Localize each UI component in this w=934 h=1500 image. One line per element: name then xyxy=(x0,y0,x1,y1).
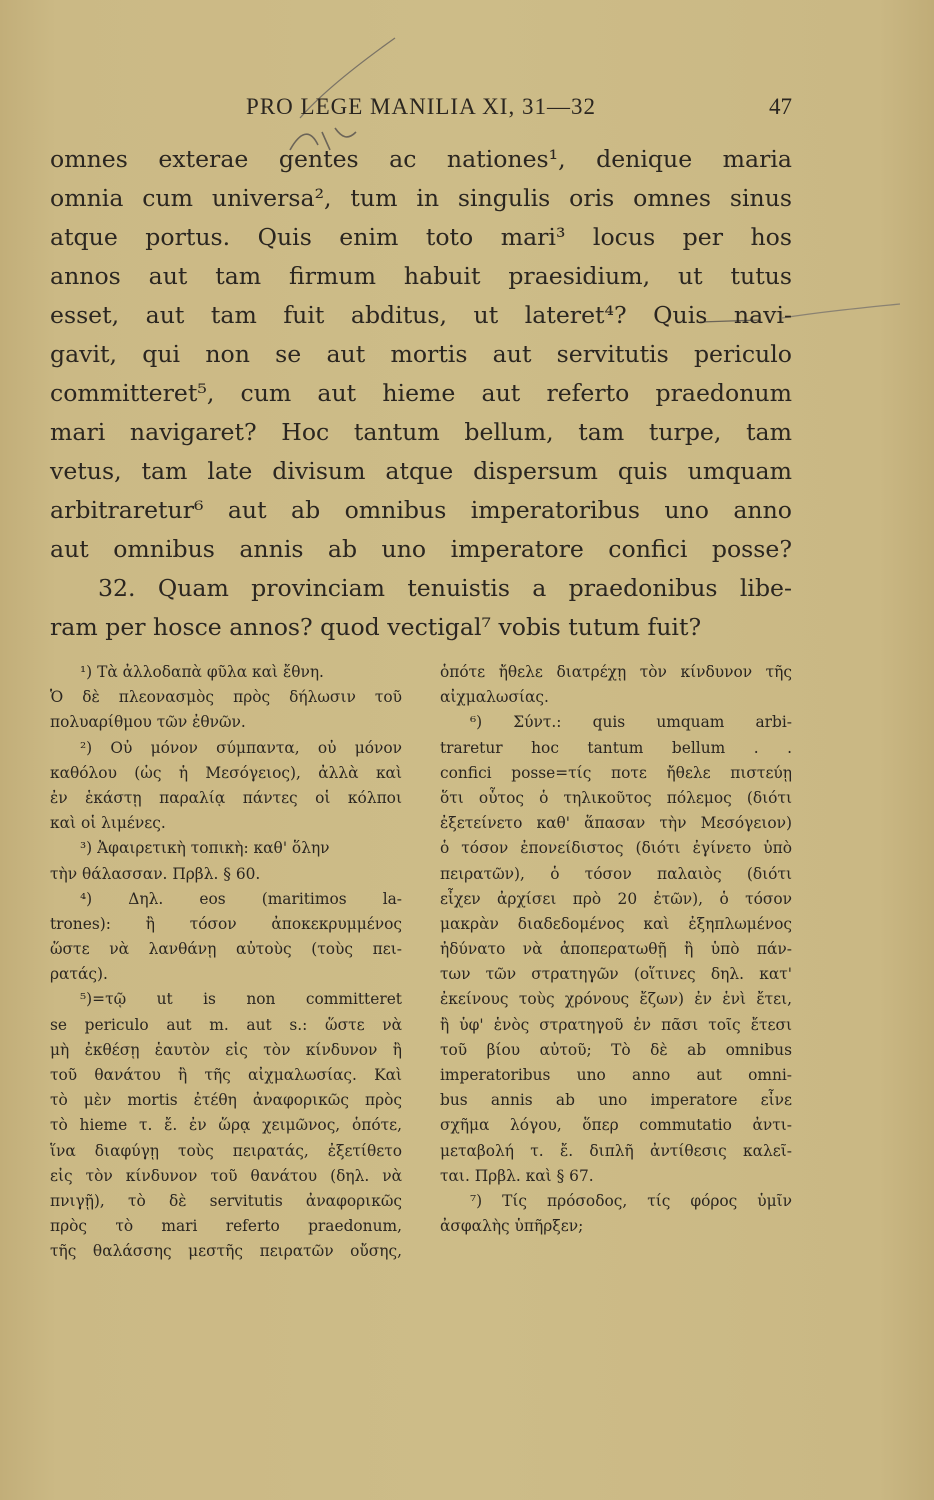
footnote-line: αἰχμαλωσίας. xyxy=(440,688,549,707)
footnote-line: bus annis ab uno imperatore εἶνε xyxy=(440,1091,792,1110)
footnote-line: σχῆμα λόγου, ὅπερ commutatio ἀντι- xyxy=(440,1116,792,1135)
main-text-line: arbitraretur⁶ aut ab omnibus imperatoribus uno anno xyxy=(50,496,792,524)
footnote-line: trones): ἢ τόσον ἀποκεκρυμμένος xyxy=(50,914,402,933)
footnote-line: τὸ hieme τ. ἔ. ἐν ὥρᾳ χειμῶνος, ὁπότε, xyxy=(50,1116,402,1135)
footnote-line: καθόλου (ὡς ἡ Μεσόγειος), ἀλλὰ καὶ xyxy=(50,763,402,782)
main-text-line: esset, aut tam fuit abditus, ut lateret⁴? Quis navi- xyxy=(50,301,792,329)
page-number: 47 xyxy=(769,94,792,119)
footnote-line: ἐξετείνετο καθ' ἅπασαν τὴν Μεσόγειον) xyxy=(440,814,792,833)
main-text-line: annos aut tam firmum habuit praesidium, ut tutus xyxy=(50,262,792,290)
footnotes-right-column xyxy=(440,660,792,1265)
footnote-line: των τῶν στρατηγῶν (οἵτινες δηλ. κατ' xyxy=(440,965,792,984)
footnote-line: se periculo aut m. aut s.: ὥστε νὰ xyxy=(50,1015,402,1034)
main-text-line: gavit, qui non se aut mortis aut servitutis periculo xyxy=(50,340,792,368)
page-header xyxy=(50,92,792,126)
main-text xyxy=(50,140,792,647)
main-text-line: vetus, tam late divisum atque dispersum quis umquam xyxy=(50,457,792,485)
main-text-line: omnia cum universa², tum in singulis oris omnes sinus xyxy=(50,184,792,212)
footnote-line: τοῦ θανάτου ἢ τῆς αἰχμαλωσίας. Καὶ xyxy=(50,1066,402,1084)
footnote-line: τὴν θάλασσαν. Πρβλ. § 60. xyxy=(50,864,261,883)
footnote-line: ται. Πρβλ. καὶ § 67. xyxy=(440,1166,594,1185)
footnote-line: ὥστε νὰ λανθάνῃ αὐτοὺς (τοὺς πει- xyxy=(50,940,402,959)
footnote-line: εἶχεν ἀρχίσει πρὸ 20 ἐτῶν), ὁ τόσον xyxy=(440,889,792,908)
main-text-line: committeret⁵, cum aut hieme aut referto praedonum xyxy=(50,379,792,407)
footnote-line: traretur hoc tantum bellum . . xyxy=(440,738,792,757)
footnote-line: ¹) Τὰ ἀλλοδαπὰ φῦλα καὶ ἔθνη. xyxy=(80,663,324,681)
footnote-line: εἰς τὸν κίνδυνον τοῦ θανάτου (δηλ. νὰ xyxy=(50,1166,402,1185)
running-title: PRO LEGE MANILIA XI, 31—32 xyxy=(246,94,596,119)
main-text-line: aut omnibus annis ab uno imperatore confici posse? xyxy=(50,535,792,563)
footnote-line: Ὁ δὲ πλεονασμὸς πρὸς δήλωσιν τοῦ xyxy=(50,688,402,707)
main-text-line: atque portus. Quis enim toto mari³ locus per hos xyxy=(50,223,792,251)
footnote-line: μὴ ἐκθέσῃ ἑαυτὸν εἰς τὸν κίνδυνον ἢ xyxy=(50,1040,402,1059)
footnote-line: ἐκείνους τοὺς χρόνους ἔζων) ἐν ἑνὶ ἔτει, xyxy=(440,990,792,1009)
footnote-line: μακρὰν διαδεδομένος καὶ ἐξηπλωμένος xyxy=(440,914,792,933)
footnote-line: πειρατῶν), ὁ τόσον παλαιὸς (διότι xyxy=(440,864,792,883)
footnote-line: τοῦ βίου αὐτοῦ; Τὸ δὲ ab omnibus xyxy=(440,1040,792,1059)
main-text-line: mari navigaret? Hoc tantum bellum, tam turpe, tam xyxy=(50,418,792,446)
footnote-line: τῆς θαλάσσης μεστῆς πειρατῶν οὔσης, xyxy=(50,1242,402,1261)
footnote-line: ἢ ὑφ' ἑνὸς στρατηγοῦ ἐν πᾶσι τοῖς ἔτεσι xyxy=(440,1015,792,1034)
footnote-line: ἵνα διαφύγῃ τοὺς πειρατάς, ἐξετίθετο xyxy=(50,1141,402,1160)
footnote-line: πολυαρίθμου τῶν ἐθνῶν. xyxy=(50,713,246,732)
main-text-line: 32. Quam provinciam tenuistis a praedonibus libe- xyxy=(98,574,792,602)
footnote-line: ⁶) Σύντ.: quis umquam arbi- xyxy=(470,713,792,732)
footnote-line: ⁷) Τίς πρόσοδος, τίς φόρος ὑμῖν xyxy=(470,1191,792,1210)
main-text-line: ram per hosce annos? quod vectigal⁷ vobis tutum fuit? xyxy=(50,613,702,641)
footnote-line: τὸ μὲν mortis ἐτέθη ἀναφορικῶς πρὸς xyxy=(50,1091,402,1110)
footnote-line: πνιγῇ), τὸ δὲ servitutis ἀναφορικῶς xyxy=(50,1191,402,1210)
footnote-line: confici posse=τίς ποτε ἤθελε πιστεύῃ xyxy=(440,763,792,782)
footnote-line: ὁπότε ἤθελε διατρέχῃ τὸν κίνδυνον τῆς xyxy=(440,663,792,681)
footnote-line: μεταβολή τ. ἔ. διπλῆ ἀντίθεσις καλεῖ- xyxy=(440,1141,792,1160)
footnote-line: πρὸς τὸ mari referto praedonum, xyxy=(50,1217,402,1236)
footnotes-left-column xyxy=(50,660,402,1265)
footnote-line: ἐν ἑκάστῃ παραλίᾳ πάντες οἱ κόλποι xyxy=(50,788,402,807)
footnote-line: ³) Ἀφαιρετικὴ τοπικὴ: καθ' ὅλην xyxy=(80,839,330,858)
main-text-line: omnes exterae gentes ac nationes¹, denique maria xyxy=(50,145,792,173)
footnote-line: ⁴) Δηλ. eos (maritimos la- xyxy=(80,889,402,908)
footnote-line: ⁵)=τῷ ut is non committeret xyxy=(80,990,402,1009)
footnote-line: ρατάς). xyxy=(50,965,108,984)
footnotes xyxy=(50,660,792,1265)
footnote-line: ὅτι οὗτος ὁ τηλικοῦτος πόλεμος (διότι xyxy=(440,788,792,807)
footnote-line: imperatoribus uno anno aut omni- xyxy=(440,1066,792,1084)
footnote-line: ἠδύνατο νὰ ἀποπερατωθῇ ἢ ὑπὸ πάν- xyxy=(440,940,792,959)
footnote-line: ὁ τόσον ἐπονείδιστος (διότι ἐγίνετο ὑπὸ xyxy=(440,839,792,858)
footnote-line: καὶ οἱ λιμένες. xyxy=(50,814,166,833)
footnote-line: ἀσφαλὴς ὑπῆρξεν; xyxy=(440,1217,584,1236)
footnote-line: ²) Οὐ μόνον σύμπαντα, οὐ μόνον xyxy=(80,738,402,757)
